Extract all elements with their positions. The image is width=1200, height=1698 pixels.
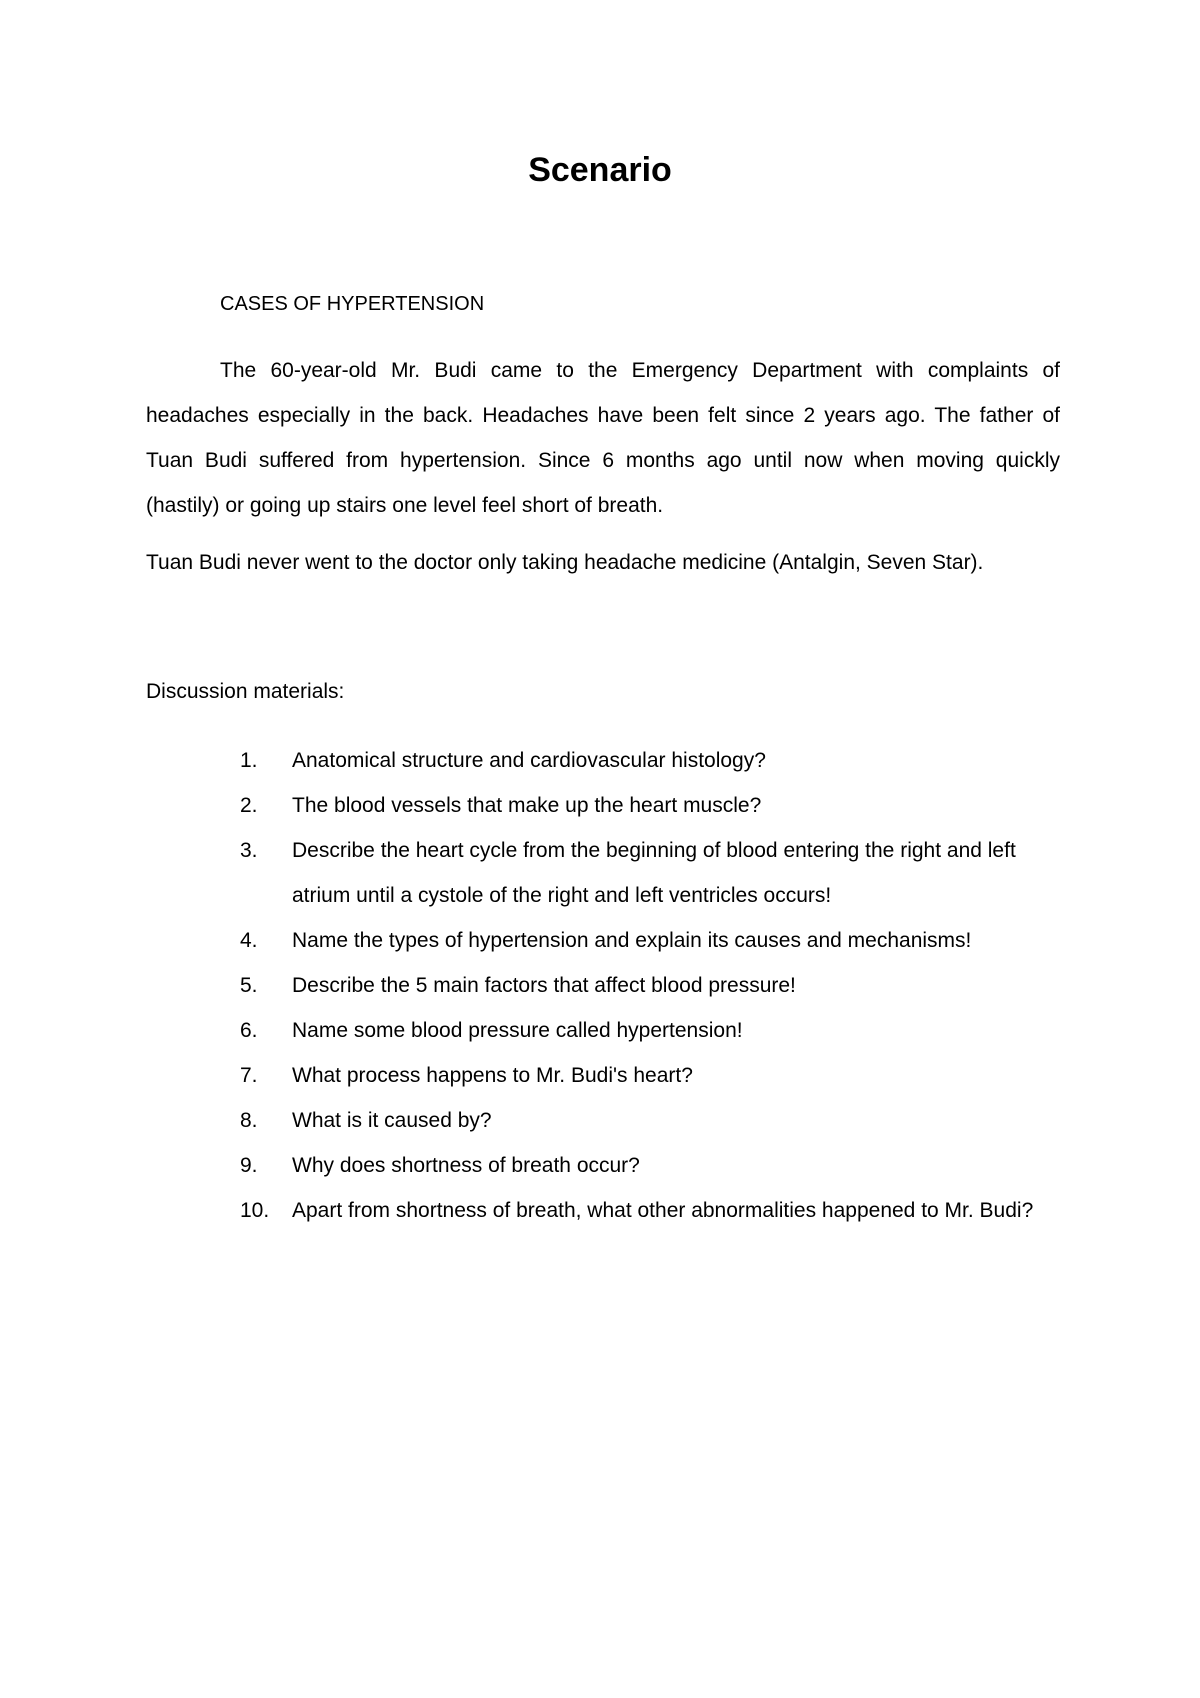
- scenario-paragraph: The 60-year-old Mr. Budi came to the Emergency Department with complaints of headaches especially in the back. Headaches have been felt since 2 years ago. The father of Tuan Budi suffered from hypertension. Since 6 months ago until now when moving quickly (hastily) or going up stairs one level feel short of breath.: [146, 359, 1060, 517]
- list-item-text: What is it caused by?: [292, 1109, 492, 1132]
- section-subtitle: CASES OF HYPERTENSION: [220, 293, 485, 315]
- list-item-text: Describe the 5 main factors that affect blood pressure!: [292, 974, 796, 997]
- list-item: [0, 1098, 1060, 1143]
- list-item-number: 9.: [240, 1154, 258, 1177]
- list-item-number: 5.: [240, 974, 258, 997]
- page-title: Scenario: [528, 151, 672, 189]
- list-item-number: 4.: [240, 929, 258, 952]
- list-item-number: 3.: [240, 839, 258, 862]
- list-item: [0, 783, 1060, 828]
- list-item: [0, 963, 1060, 1008]
- discussion-heading: Discussion materials:: [146, 680, 345, 703]
- list-item-text: Anatomical structure and cardiovascular histology?: [292, 749, 766, 772]
- list-item-text: Describe the heart cycle from the beginning of blood entering the right and left atrium until a cystole of the right and left ventricles occurs!: [292, 839, 1016, 907]
- list-item-text: Apart from shortness of breath, what other abnormalities happened to Mr. Budi?: [292, 1199, 1034, 1222]
- list-item-number: 6.: [240, 1019, 258, 1042]
- list-item-number: 1.: [240, 749, 258, 772]
- list-item: [0, 738, 1060, 783]
- discussion-list: [0, 738, 1200, 1233]
- list-item-number: 10.: [240, 1199, 270, 1222]
- list-item-number: 8.: [240, 1109, 258, 1132]
- list-item-text: Name some blood pressure called hypertension!: [292, 1019, 743, 1042]
- list-item: [0, 1008, 1060, 1053]
- list-item-number: 2.: [240, 794, 258, 817]
- list-item-number: 7.: [240, 1064, 258, 1087]
- list-item-text: Name the types of hypertension and explain its causes and mechanisms!: [292, 929, 972, 952]
- list-item-text: The blood vessels that make up the heart muscle?: [292, 794, 762, 817]
- list-item: [0, 1188, 1060, 1233]
- list-item: [0, 1053, 1060, 1098]
- list-item-text: What process happens to Mr. Budi's heart?: [292, 1064, 693, 1087]
- list-item-text: Why does shortness of breath occur?: [292, 1154, 640, 1177]
- list-item: [0, 918, 1060, 963]
- list-item: [0, 828, 1060, 918]
- scenario-paragraph-2: Tuan Budi never went to the doctor only taking headache medicine (Antalgin, Seven Star).: [146, 551, 984, 574]
- list-item: [0, 1143, 1060, 1188]
